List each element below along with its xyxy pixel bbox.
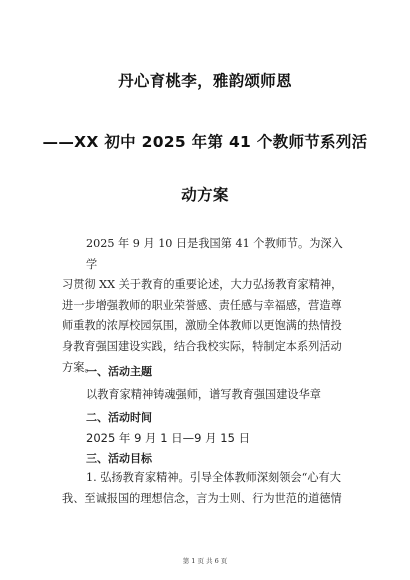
section-heading-theme: 一、活动主题 [86,365,152,378]
page-number-footer: 第 1 页 共 6 页 [182,557,228,565]
intro-first-line: 2025 年 9 月 10 日是我国第 41 个教师节。为深入学 [86,237,343,271]
intro-rest: 习贯彻 XX 关于教育的重要论述，大力弘扬教育家精神，进一步增强教师的职业荣誉感、责任感与幸福感，营造尊师重教的浓厚校园氛围，激励全体教师以更饱满的热情投身教育强国建设实践，结合我校实际，特制定本系列活动方案。 [62,278,343,374]
section-content-time: 2025 年 9 月 1 日—9 月 15 日 [86,431,251,445]
section-content-theme: 以教育家精神铸魂强师，谱写教育强国建设华章 [86,388,321,401]
document-title-line-2: ——XX 初中 2025 年第 41 个教师节系列活 [42,133,368,151]
section-heading-time: 二、活动时间 [86,411,152,424]
section-heading-goals: 三、活动目标 [86,452,152,465]
intro-paragraph [62,234,352,378]
document-title-line-3: 动方案 [181,186,229,204]
goals-first-line: 1. 弘扬教育家精神。引导全体教师深刻领会“心有大 [86,471,341,484]
document-title-line-1: 丹心育桃李，雅韵颂师恩 [118,72,292,90]
goals-paragraph [62,468,352,509]
goals-rest: 我、至诚报国的理想信念，言为士则、行为世范的道德情 [62,491,342,505]
